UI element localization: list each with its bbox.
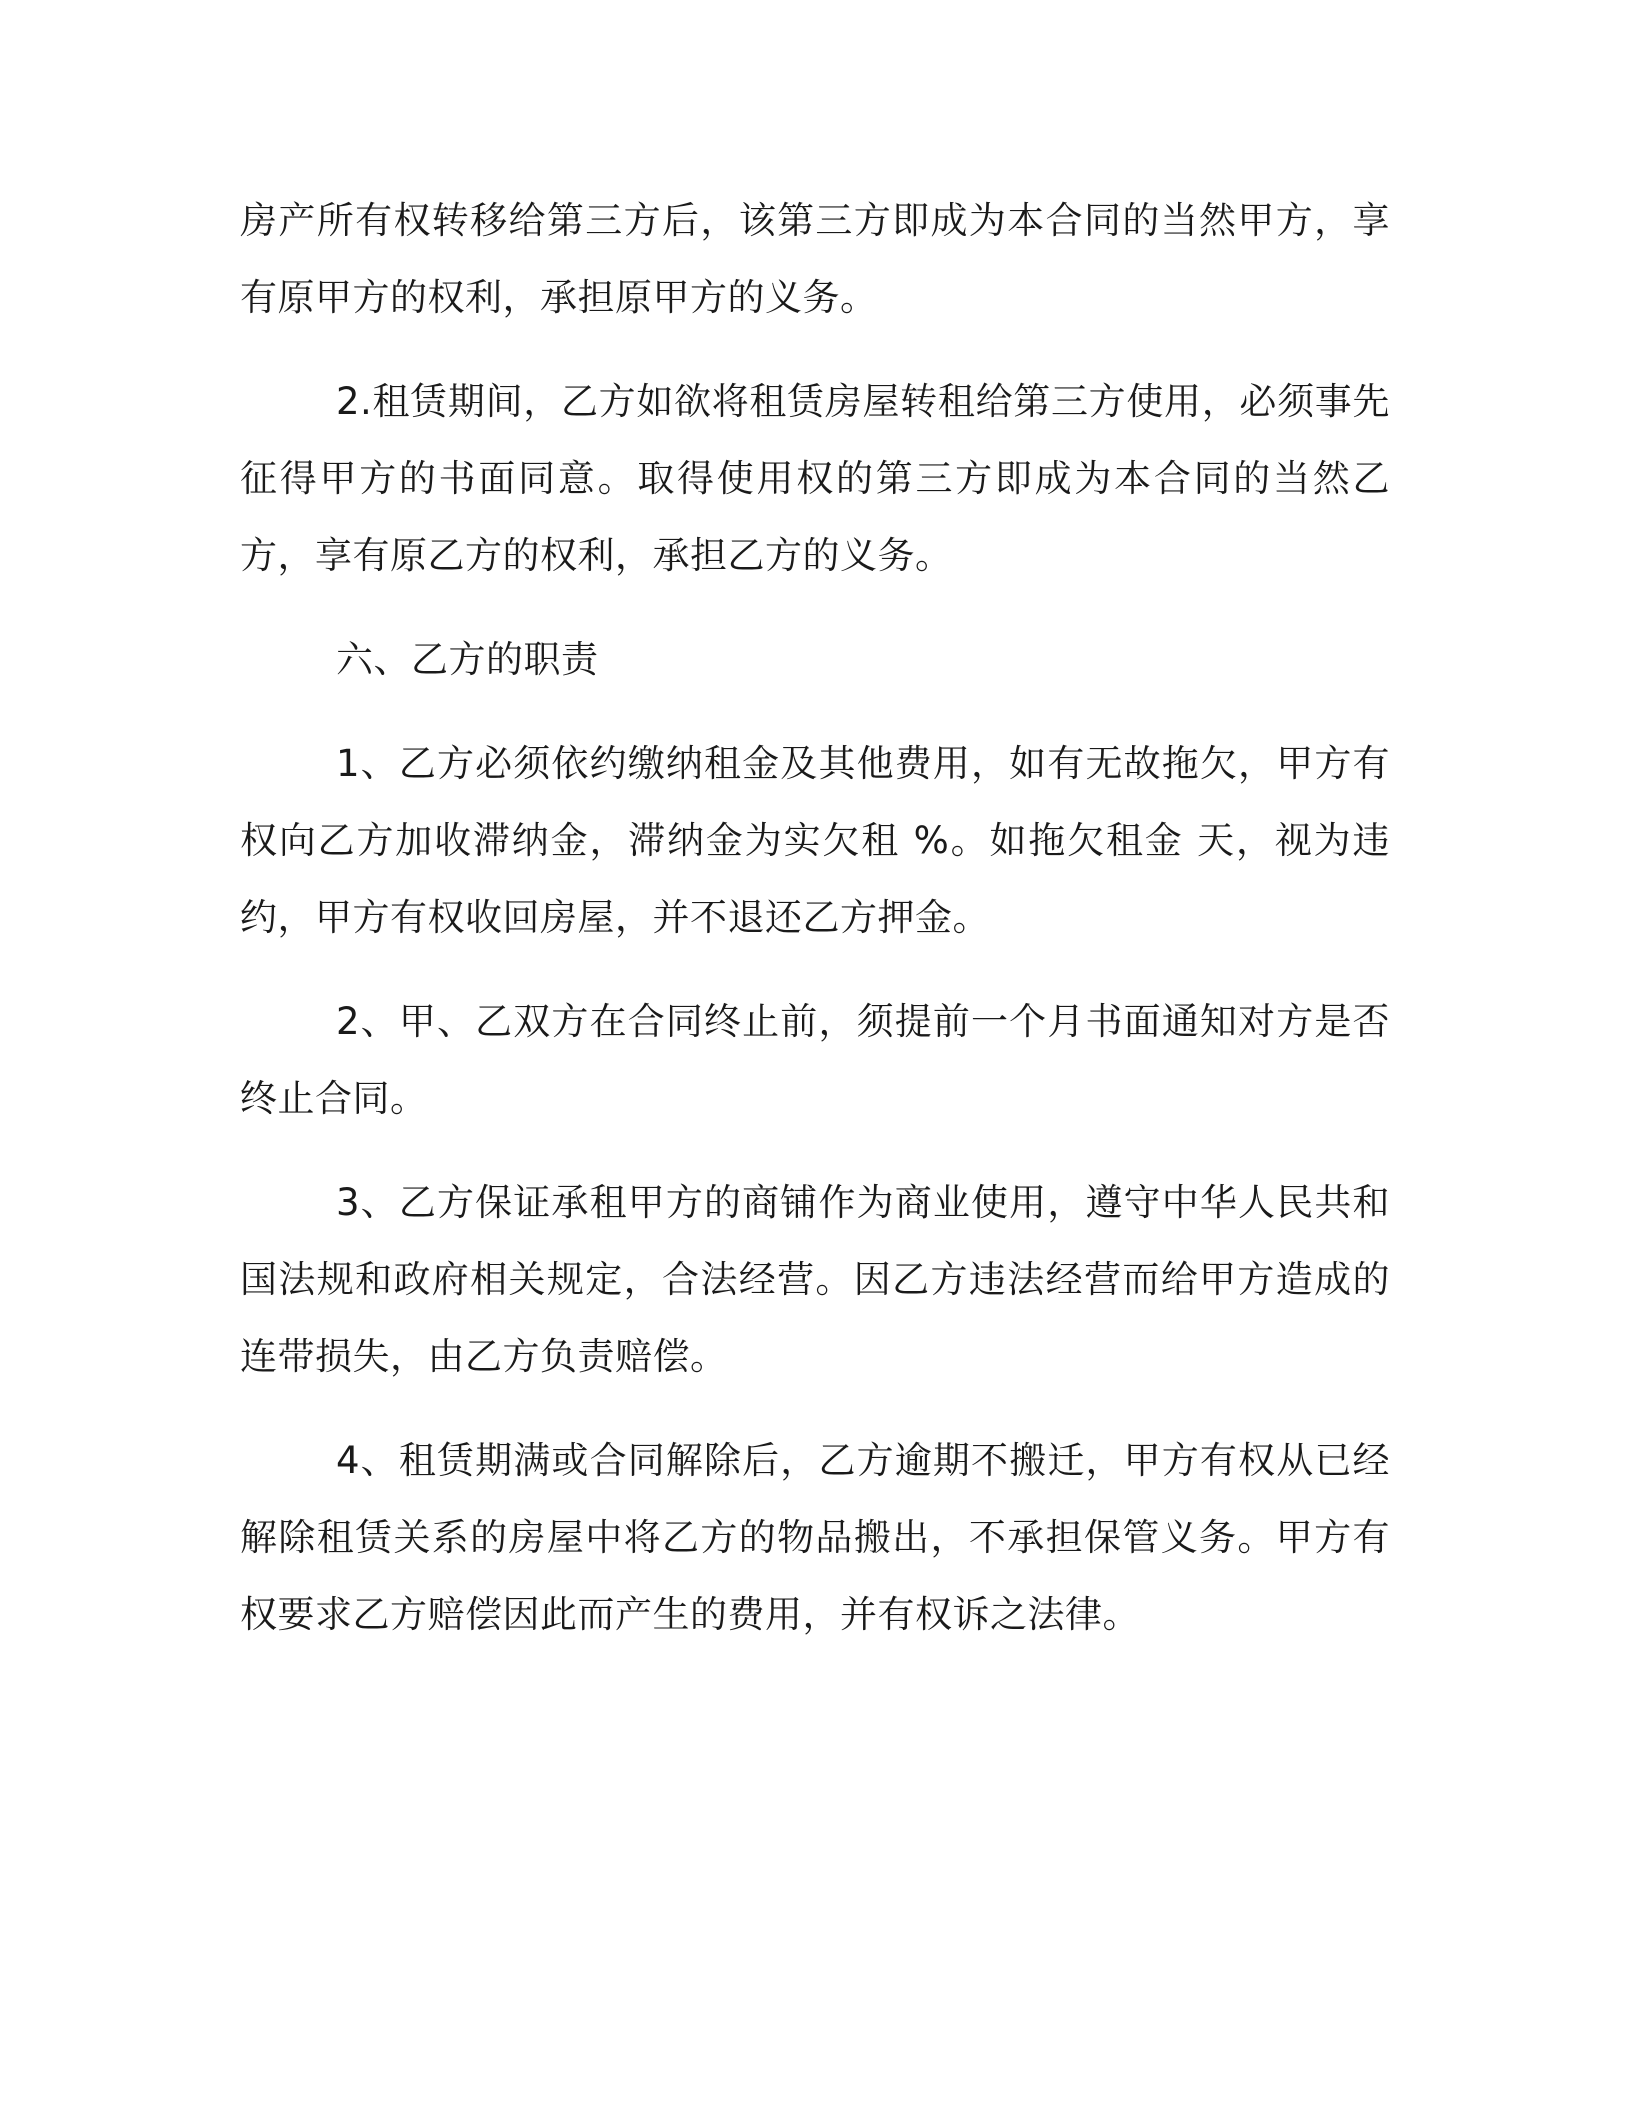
- paragraph-termination-notice: 2、甲、乙双方在合同终止前，须提前一个月书面通知对方是否终止合同。: [240, 1000, 1390, 1120]
- document-body: [240, 182, 1390, 1680]
- paragraph-rent-payment: 1、乙方必须依约缴纳租金及其他费用，如有无故拖欠，甲方有权向乙方加收滞纳金，滞纳金为实欠租 %。如拖欠租金 天，视为违约，甲方有权收回房屋，并不退还乙方押金。: [240, 742, 1390, 939]
- paragraph-commercial-use: 3、乙方保证承租甲方的商铺作为商业使用，遵守中华人民共和国法规和政府相关规定，合法经营。因乙方违法经营而给甲方造成的连带损失，由乙方负责赔偿。: [240, 1181, 1390, 1378]
- section-heading-tenant-duties: 六、乙方的职责: [336, 638, 599, 681]
- paragraph-ownership-transfer: 房产所有权转移给第三方后，该第三方即成为本合同的当然甲方，享有原甲方的权利，承担原甲方的义务。: [240, 199, 1390, 319]
- paragraph-sublease: 2.租赁期间，乙方如欲将租赁房屋转租给第三方使用，必须事先征得甲方的书面同意。取得使用权的第三方即成为本合同的当然乙方，享有原乙方的权利，承担乙方的义务。: [240, 380, 1390, 577]
- paragraph-vacating: 4、租赁期满或合同解除后，乙方逾期不搬迁，甲方有权从已经解除租赁关系的房屋中将乙方的物品搬出，不承担保管义务。甲方有权要求乙方赔偿因此而产生的费用，并有权诉之法律。: [240, 1439, 1390, 1636]
